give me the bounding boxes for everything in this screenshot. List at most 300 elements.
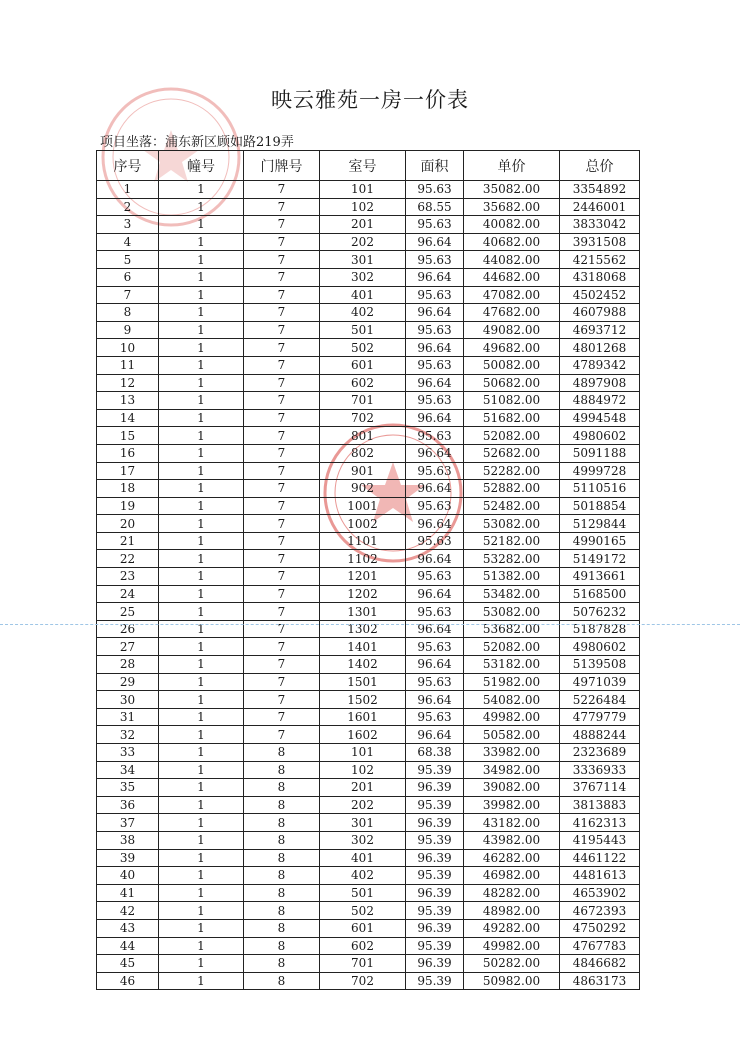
cell-building: 1 <box>159 216 244 234</box>
cell-door: 7 <box>244 603 320 621</box>
cell-unit-price: 53082.00 <box>464 603 560 621</box>
cell-area: 96.64 <box>406 726 464 744</box>
cell-door: 8 <box>244 902 320 920</box>
cell-building: 1 <box>159 480 244 498</box>
cell-unit-price: 46282.00 <box>464 849 560 867</box>
cell-area: 96.64 <box>406 480 464 498</box>
cell-seq: 9 <box>97 321 159 339</box>
cell-area: 95.63 <box>406 462 464 480</box>
cell-unit-price: 49982.00 <box>464 708 560 726</box>
cell-room: 1401 <box>320 638 406 656</box>
cell-door: 7 <box>244 198 320 216</box>
cell-room: 801 <box>320 427 406 445</box>
cell-total-price: 5149172 <box>560 550 640 568</box>
price-table <box>96 150 640 990</box>
table-row <box>97 867 640 885</box>
cell-seq: 12 <box>97 374 159 392</box>
table-row <box>97 638 640 656</box>
cell-seq: 13 <box>97 392 159 410</box>
cell-door: 8 <box>244 779 320 797</box>
cell-total-price: 5091188 <box>560 444 640 462</box>
table-row <box>97 814 640 832</box>
cell-room: 701 <box>320 955 406 973</box>
table-row <box>97 902 640 920</box>
cell-door: 7 <box>244 321 320 339</box>
cell-unit-price: 51982.00 <box>464 673 560 691</box>
table-row <box>97 462 640 480</box>
cell-door: 7 <box>244 409 320 427</box>
cell-building: 1 <box>159 251 244 269</box>
cell-building: 1 <box>159 726 244 744</box>
cell-total-price: 4913661 <box>560 568 640 586</box>
cell-room: 602 <box>320 374 406 392</box>
cell-room: 102 <box>320 198 406 216</box>
cell-total-price: 4980602 <box>560 427 640 445</box>
cell-unit-price: 49682.00 <box>464 339 560 357</box>
cell-seq: 1 <box>97 181 159 199</box>
cell-building: 1 <box>159 233 244 251</box>
table-row <box>97 409 640 427</box>
cell-room: 601 <box>320 919 406 937</box>
cell-seq: 26 <box>97 620 159 638</box>
cell-building: 1 <box>159 831 244 849</box>
cell-room: 201 <box>320 216 406 234</box>
cell-total-price: 4980602 <box>560 638 640 656</box>
cell-door: 7 <box>244 656 320 674</box>
cell-door: 7 <box>244 392 320 410</box>
table-row <box>97 656 640 674</box>
cell-building: 1 <box>159 955 244 973</box>
table-row <box>97 550 640 568</box>
cell-building: 1 <box>159 744 244 762</box>
cell-unit-price: 35082.00 <box>464 181 560 199</box>
header-door: 门牌号 <box>244 151 320 181</box>
cell-total-price: 4750292 <box>560 919 640 937</box>
cell-room: 702 <box>320 409 406 427</box>
cell-area: 95.39 <box>406 937 464 955</box>
cell-area: 95.39 <box>406 902 464 920</box>
cell-building: 1 <box>159 568 244 586</box>
table-row <box>97 321 640 339</box>
cell-seq: 4 <box>97 233 159 251</box>
cell-room: 102 <box>320 761 406 779</box>
cell-unit-price: 53482.00 <box>464 585 560 603</box>
cell-seq: 32 <box>97 726 159 744</box>
cell-total-price: 3813883 <box>560 796 640 814</box>
cell-unit-price: 49282.00 <box>464 919 560 937</box>
cell-room: 1402 <box>320 656 406 674</box>
cell-room: 702 <box>320 972 406 990</box>
cell-area: 96.39 <box>406 779 464 797</box>
cell-unit-price: 44682.00 <box>464 268 560 286</box>
table-row <box>97 198 640 216</box>
cell-door: 7 <box>244 268 320 286</box>
cell-area: 96.39 <box>406 884 464 902</box>
cell-unit-price: 52082.00 <box>464 638 560 656</box>
cell-seq: 29 <box>97 673 159 691</box>
cell-area: 95.63 <box>406 603 464 621</box>
cell-area: 68.38 <box>406 744 464 762</box>
table-body <box>97 181 640 990</box>
cell-unit-price: 43182.00 <box>464 814 560 832</box>
cell-door: 7 <box>244 568 320 586</box>
cell-unit-price: 50682.00 <box>464 374 560 392</box>
table-row <box>97 181 640 199</box>
cell-door: 8 <box>244 867 320 885</box>
cell-building: 1 <box>159 673 244 691</box>
cell-seq: 17 <box>97 462 159 480</box>
cell-seq: 43 <box>97 919 159 937</box>
cell-building: 1 <box>159 181 244 199</box>
cell-unit-price: 50582.00 <box>464 726 560 744</box>
cell-total-price: 5076232 <box>560 603 640 621</box>
cell-area: 95.63 <box>406 216 464 234</box>
cell-door: 7 <box>244 532 320 550</box>
cell-unit-price: 43982.00 <box>464 831 560 849</box>
cell-building: 1 <box>159 884 244 902</box>
cell-door: 7 <box>244 638 320 656</box>
cell-seq: 33 <box>97 744 159 762</box>
cell-total-price: 4461122 <box>560 849 640 867</box>
cell-building: 1 <box>159 867 244 885</box>
cell-total-price: 4846682 <box>560 955 640 973</box>
cell-seq: 2 <box>97 198 159 216</box>
cell-total-price: 4162313 <box>560 814 640 832</box>
cell-area: 96.64 <box>406 444 464 462</box>
cell-door: 7 <box>244 339 320 357</box>
cell-room: 1201 <box>320 568 406 586</box>
cell-building: 1 <box>159 268 244 286</box>
cell-door: 8 <box>244 849 320 867</box>
cell-total-price: 4653902 <box>560 884 640 902</box>
cell-area: 95.63 <box>406 392 464 410</box>
cell-door: 7 <box>244 304 320 322</box>
table-row <box>97 515 640 533</box>
cell-seq: 38 <box>97 831 159 849</box>
cell-room: 1002 <box>320 515 406 533</box>
cell-seq: 35 <box>97 779 159 797</box>
cell-total-price: 4767783 <box>560 937 640 955</box>
cell-room: 1001 <box>320 497 406 515</box>
cell-unit-price: 39982.00 <box>464 796 560 814</box>
cell-area: 95.39 <box>406 761 464 779</box>
cell-unit-price: 53682.00 <box>464 620 560 638</box>
table-row <box>97 744 640 762</box>
cell-unit-price: 52282.00 <box>464 462 560 480</box>
cell-room: 1502 <box>320 691 406 709</box>
cell-seq: 8 <box>97 304 159 322</box>
cell-seq: 10 <box>97 339 159 357</box>
cell-area: 96.64 <box>406 515 464 533</box>
cell-door: 8 <box>244 955 320 973</box>
cell-seq: 21 <box>97 532 159 550</box>
cell-area: 96.64 <box>406 268 464 286</box>
cell-door: 8 <box>244 761 320 779</box>
cell-building: 1 <box>159 620 244 638</box>
cell-door: 7 <box>244 673 320 691</box>
cell-door: 8 <box>244 884 320 902</box>
cell-total-price: 5110516 <box>560 480 640 498</box>
cell-seq: 18 <box>97 480 159 498</box>
cell-total-price: 4971039 <box>560 673 640 691</box>
cell-seq: 28 <box>97 656 159 674</box>
cell-area: 95.39 <box>406 867 464 885</box>
cell-unit-price: 47682.00 <box>464 304 560 322</box>
table-row <box>97 427 640 445</box>
cell-unit-price: 53282.00 <box>464 550 560 568</box>
cell-building: 1 <box>159 937 244 955</box>
cell-door: 7 <box>244 181 320 199</box>
cell-building: 1 <box>159 515 244 533</box>
cell-room: 401 <box>320 286 406 304</box>
table-row <box>97 796 640 814</box>
cell-room: 502 <box>320 339 406 357</box>
cell-area: 95.39 <box>406 796 464 814</box>
cell-total-price: 5187828 <box>560 620 640 638</box>
cell-room: 902 <box>320 480 406 498</box>
cell-room: 202 <box>320 233 406 251</box>
cell-building: 1 <box>159 374 244 392</box>
cell-unit-price: 49082.00 <box>464 321 560 339</box>
cell-building: 1 <box>159 198 244 216</box>
cell-seq: 22 <box>97 550 159 568</box>
cell-total-price: 5139508 <box>560 656 640 674</box>
table-row <box>97 268 640 286</box>
cell-room: 302 <box>320 831 406 849</box>
cell-room: 1601 <box>320 708 406 726</box>
table-row <box>97 831 640 849</box>
cell-seq: 16 <box>97 444 159 462</box>
cell-room: 1302 <box>320 620 406 638</box>
cell-room: 701 <box>320 392 406 410</box>
cell-area: 96.64 <box>406 691 464 709</box>
cell-unit-price: 53182.00 <box>464 656 560 674</box>
table-row <box>97 884 640 902</box>
header-building: 幢号 <box>159 151 244 181</box>
project-location-label: 项目坐落： <box>100 135 166 150</box>
table-row <box>97 603 640 621</box>
cell-seq: 41 <box>97 884 159 902</box>
cell-building: 1 <box>159 656 244 674</box>
cell-seq: 42 <box>97 902 159 920</box>
cell-total-price: 3354892 <box>560 181 640 199</box>
cell-unit-price: 50082.00 <box>464 356 560 374</box>
cell-total-price: 5129844 <box>560 515 640 533</box>
cell-area: 95.63 <box>406 321 464 339</box>
table-row <box>97 708 640 726</box>
cell-door: 7 <box>244 286 320 304</box>
cell-total-price: 5018854 <box>560 497 640 515</box>
header-seq: 序号 <box>97 151 159 181</box>
cell-unit-price: 44082.00 <box>464 251 560 269</box>
cell-building: 1 <box>159 919 244 937</box>
cell-door: 7 <box>244 356 320 374</box>
cell-building: 1 <box>159 796 244 814</box>
cell-area: 95.63 <box>406 427 464 445</box>
cell-seq: 5 <box>97 251 159 269</box>
cell-room: 1102 <box>320 550 406 568</box>
cell-building: 1 <box>159 444 244 462</box>
cell-total-price: 4789342 <box>560 356 640 374</box>
table-row <box>97 849 640 867</box>
cell-room: 301 <box>320 251 406 269</box>
cell-area: 96.64 <box>406 620 464 638</box>
cell-door: 7 <box>244 497 320 515</box>
cell-room: 101 <box>320 744 406 762</box>
table-row <box>97 761 640 779</box>
cell-room: 101 <box>320 181 406 199</box>
cell-door: 7 <box>244 233 320 251</box>
header-total-price: 总价 <box>560 151 640 181</box>
table-row <box>97 339 640 357</box>
table-row <box>97 585 640 603</box>
table-row <box>97 444 640 462</box>
cell-seq: 11 <box>97 356 159 374</box>
cell-seq: 45 <box>97 955 159 973</box>
cell-door: 8 <box>244 796 320 814</box>
cell-seq: 25 <box>97 603 159 621</box>
cell-unit-price: 40082.00 <box>464 216 560 234</box>
cell-total-price: 4990165 <box>560 532 640 550</box>
table-row <box>97 497 640 515</box>
cell-door: 8 <box>244 814 320 832</box>
cell-unit-price: 53082.00 <box>464 515 560 533</box>
cell-seq: 6 <box>97 268 159 286</box>
cell-room: 901 <box>320 462 406 480</box>
cell-total-price: 2323689 <box>560 744 640 762</box>
cell-door: 7 <box>244 585 320 603</box>
cell-building: 1 <box>159 532 244 550</box>
cell-total-price: 2446001 <box>560 198 640 216</box>
cell-unit-price: 48982.00 <box>464 902 560 920</box>
cell-door: 7 <box>244 462 320 480</box>
table-row <box>97 620 640 638</box>
cell-room: 501 <box>320 321 406 339</box>
cell-door: 7 <box>244 726 320 744</box>
cell-area: 95.63 <box>406 286 464 304</box>
cell-unit-price: 33982.00 <box>464 744 560 762</box>
cell-area: 96.64 <box>406 304 464 322</box>
cell-unit-price: 50982.00 <box>464 972 560 990</box>
cell-area: 96.64 <box>406 550 464 568</box>
cell-room: 301 <box>320 814 406 832</box>
cell-total-price: 4994548 <box>560 409 640 427</box>
cell-total-price: 4693712 <box>560 321 640 339</box>
cell-total-price: 4318068 <box>560 268 640 286</box>
cell-area: 96.39 <box>406 955 464 973</box>
cell-unit-price: 46982.00 <box>464 867 560 885</box>
table-row <box>97 532 640 550</box>
cell-unit-price: 50282.00 <box>464 955 560 973</box>
cell-building: 1 <box>159 972 244 990</box>
cell-building: 1 <box>159 462 244 480</box>
cell-room: 502 <box>320 902 406 920</box>
cell-total-price: 4999728 <box>560 462 640 480</box>
table-row <box>97 216 640 234</box>
cell-seq: 7 <box>97 286 159 304</box>
project-location-address: 浦东新区顾如路219弄 <box>165 135 294 150</box>
cell-area: 96.39 <box>406 814 464 832</box>
cell-seq: 23 <box>97 568 159 586</box>
cell-seq: 3 <box>97 216 159 234</box>
cell-area: 96.64 <box>406 656 464 674</box>
table-row <box>97 233 640 251</box>
cell-door: 7 <box>244 708 320 726</box>
cell-door: 8 <box>244 972 320 990</box>
cell-area: 95.63 <box>406 638 464 656</box>
cell-area: 95.63 <box>406 532 464 550</box>
cell-door: 8 <box>244 831 320 849</box>
cell-seq: 14 <box>97 409 159 427</box>
cell-door: 7 <box>244 480 320 498</box>
table-row <box>97 972 640 990</box>
cell-area: 96.39 <box>406 919 464 937</box>
cell-unit-price: 48282.00 <box>464 884 560 902</box>
cell-total-price: 4888244 <box>560 726 640 744</box>
cell-total-price: 3336933 <box>560 761 640 779</box>
cell-building: 1 <box>159 409 244 427</box>
cell-door: 7 <box>244 374 320 392</box>
cell-seq: 31 <box>97 708 159 726</box>
table-row <box>97 955 640 973</box>
cell-room: 1602 <box>320 726 406 744</box>
cell-unit-price: 39082.00 <box>464 779 560 797</box>
cell-building: 1 <box>159 304 244 322</box>
cell-door: 8 <box>244 744 320 762</box>
cell-total-price: 3931508 <box>560 233 640 251</box>
table-row <box>97 919 640 937</box>
cell-building: 1 <box>159 321 244 339</box>
table-row <box>97 937 640 955</box>
cell-door: 7 <box>244 691 320 709</box>
table-row <box>97 568 640 586</box>
cell-total-price: 4481613 <box>560 867 640 885</box>
header-unit-price: 单价 <box>464 151 560 181</box>
cell-building: 1 <box>159 814 244 832</box>
table-row <box>97 304 640 322</box>
cell-seq: 30 <box>97 691 159 709</box>
table-row <box>97 726 640 744</box>
cell-total-price: 4801268 <box>560 339 640 357</box>
cell-building: 1 <box>159 708 244 726</box>
cell-unit-price: 47082.00 <box>464 286 560 304</box>
cell-door: 7 <box>244 444 320 462</box>
cell-unit-price: 51682.00 <box>464 409 560 427</box>
cell-unit-price: 54082.00 <box>464 691 560 709</box>
cell-seq: 39 <box>97 849 159 867</box>
cell-seq: 27 <box>97 638 159 656</box>
cell-area: 95.39 <box>406 831 464 849</box>
cell-total-price: 4863173 <box>560 972 640 990</box>
cell-room: 802 <box>320 444 406 462</box>
cell-room: 202 <box>320 796 406 814</box>
header-area: 面积 <box>406 151 464 181</box>
cell-room: 602 <box>320 937 406 955</box>
cell-door: 7 <box>244 550 320 568</box>
cell-building: 1 <box>159 691 244 709</box>
cell-area: 95.63 <box>406 181 464 199</box>
cell-area: 68.55 <box>406 198 464 216</box>
cell-total-price: 4215562 <box>560 251 640 269</box>
cell-area: 96.64 <box>406 374 464 392</box>
cell-door: 7 <box>244 216 320 234</box>
table-row <box>97 251 640 269</box>
table-row <box>97 480 640 498</box>
cell-total-price: 3767114 <box>560 779 640 797</box>
page-title: 映云雅苑一房一价表 <box>271 88 469 112</box>
scan-artifact-line <box>0 624 740 625</box>
cell-unit-price: 52182.00 <box>464 532 560 550</box>
